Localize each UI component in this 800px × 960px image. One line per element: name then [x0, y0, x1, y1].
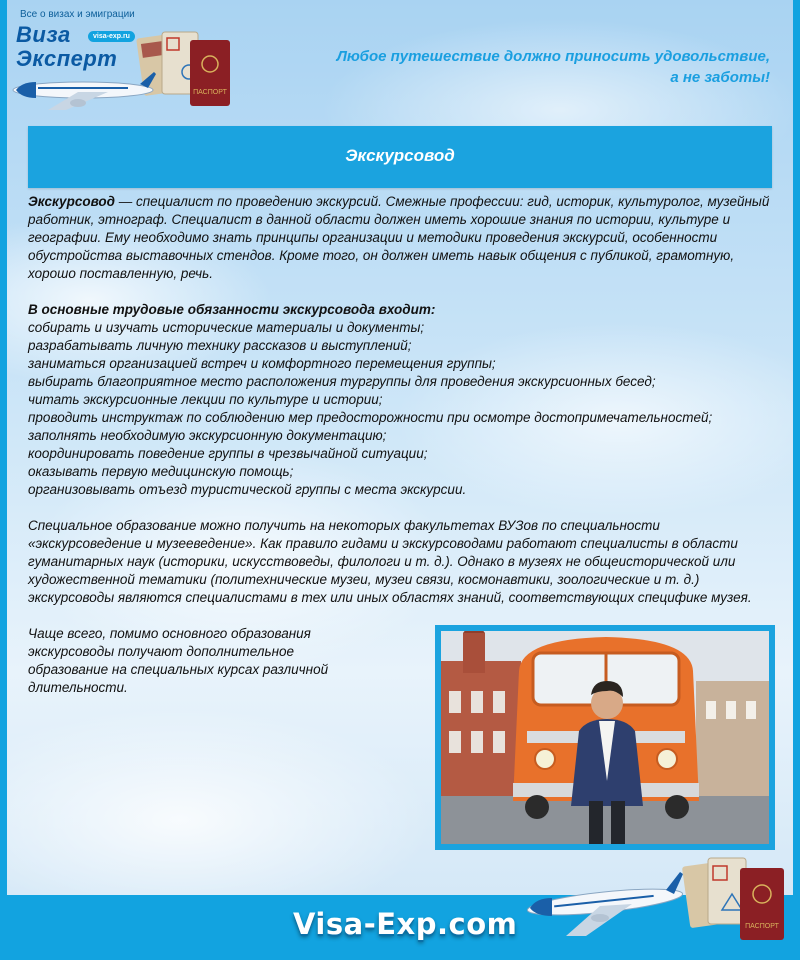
brand-url-badge[interactable]: visa-exp.ru	[88, 31, 135, 42]
responsibilities-list	[28, 319, 772, 499]
footer-brand[interactable]: Visa-Exp.com	[293, 907, 518, 941]
list-item: читать экскурсионные лекции по культуре и истории;	[28, 392, 383, 407]
paragraph-gap	[28, 499, 772, 517]
title-bar	[28, 126, 772, 188]
list-item: проводить инструктаж по соблюдению мер предосторожности при осмотре достопримечательностей;	[28, 410, 713, 425]
slogan-line1: Любое путешествие должно приносить удовольствие,	[336, 48, 770, 65]
svg-text:ПАСПОРТ: ПАСПОРТ	[745, 923, 779, 930]
site-tagline: Все о визах и эмиграции	[20, 9, 135, 20]
intro-lead-term: Экскурсовод	[28, 194, 115, 209]
list-item: оказывать первую медицинскую помощь;	[28, 464, 294, 479]
responsibilities-heading: В основные трудовые обязанности экскурсовода входит:	[28, 302, 436, 317]
airplane-icon	[8, 70, 158, 112]
slogan	[300, 46, 770, 88]
page-title: Экскурсовод	[345, 146, 455, 165]
education-paragraph: Специальное образование можно получить на некоторых факультетах ВУЗов по специальности «экскурсоведение и музееведение». Как правило гидами и экскурсоводами работают специалисты в области гуманитарных наук (историки, искусствоведы, филологи и т. д.). Однако в музеях не общеисторической или художественной тематики (политехнические музеи, музеи связи, космонавтики, зоологические и т. д.) экскурсоводы являются специалистами в тех или иных областях знаний, соответствующих специфике музея.	[28, 518, 752, 605]
slogan-line2: а не заботы!	[670, 69, 770, 86]
svg-text:ПАСПОРТ: ПАСПОРТ	[193, 89, 227, 96]
list-item: организовывать отъезд туристической группы с места экскурсии.	[28, 482, 467, 497]
airplane-icon	[520, 860, 690, 940]
list-item: собирать и изучать исторические материалы и документы;	[28, 320, 425, 335]
intro-text: — специалист по проведению экскурсий. Смежные профессии: гид, историк, культуролог, музейный работник, этнограф. Специалист в данной области должен иметь хорошие знания по истории, культуре и географии. Ему необходимо знать принципы организации и методики проведения экскурсий, особенности обустройства выставочных стендов. Кроме того, он должен иметь навык общения с публикой, грамотную, хорошо поставленную, речь.	[28, 194, 770, 281]
brand-name-line1[interactable]: Виза	[16, 22, 71, 47]
paragraph-gap	[28, 283, 772, 301]
list-item: заниматься организацией встреч и комфортного перемещения группы;	[28, 356, 496, 371]
intro-paragraph	[28, 193, 772, 283]
additional-education-paragraph: Чаще всего, помимо основного образования экскурсоводы получают дополнительное образование на специальных курсах различной длительности.	[28, 626, 329, 695]
list-item: заполнять необходимую экскурсионную документацию;	[28, 428, 387, 443]
article-body	[28, 193, 772, 697]
tour-guide-photo	[435, 625, 775, 850]
list-item: выбирать благоприятное место расположения тургруппы для проведения экскурсионных бесед;	[28, 374, 656, 389]
brand-name-line2[interactable]: Эксперт	[16, 46, 118, 71]
right-frame-border	[793, 0, 800, 960]
site-header	[0, 0, 800, 125]
left-frame-border	[0, 0, 7, 960]
passport-icon	[680, 850, 795, 960]
paragraph-gap	[28, 607, 772, 625]
list-item: координировать поведение группы в чрезвычайной ситуации;	[28, 446, 428, 461]
list-item: разрабатывать личную технику рассказов и выступлений;	[28, 338, 412, 353]
